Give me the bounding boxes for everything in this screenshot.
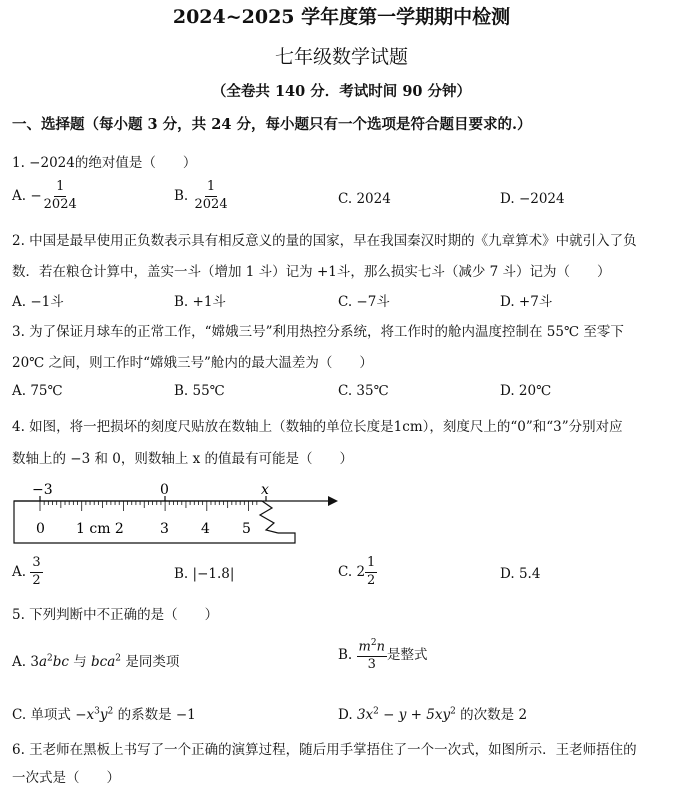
q5-option-a: A. $3a^2bc$ 与 bca$^2$ 是同类项 — [12, 653, 180, 670]
axis-label-x: x — [261, 482, 269, 498]
ruler-broken-edge — [260, 501, 278, 533]
axis-label-minus-3: −3 — [32, 482, 53, 498]
q4-option-c: C. 2 $\frac{1}{2}$ — [338, 555, 376, 588]
fraction: $\frac{1}{2}$ — [367, 555, 376, 588]
exam-subtitle: 七年级数学试题 — [274, 46, 408, 68]
question-3-line2: 20℃ 之间，则工作时“嫦娥三号”舱内的最大温差为（ ） — [12, 355, 373, 371]
ruler-label-4: 4 — [201, 521, 210, 537]
q1-expression: −2024 — [29, 155, 75, 171]
question-6-line1: 6. 王老师在黑板上书写了一个正确的演算过程，随后用手掌捂住了一个一次式，如图所示．王老师捂住的 — [12, 742, 637, 758]
q5-option-d: D. $3x^2 - y + 5xy^2$ 的次数是 2 — [338, 706, 528, 723]
q3-option-c: C. 35℃ — [338, 383, 389, 399]
q1-option-d: D. −2024 — [500, 191, 565, 207]
section-heading-choice: 一、选择题（每小题 3 分，共 24 分，每小题只有一个选项是符合题目要求的.） — [12, 116, 532, 133]
question-2-line1: 2. 中国是最早使用正负数表示具有相反意义的量的国家，早在我国秦汉时期的《九章算术》中就引入了负 — [12, 233, 637, 249]
question-6-line2: 一次式是（ ） — [12, 770, 120, 786]
fraction: $\frac{3}{2}$ — [32, 555, 41, 588]
q2-option-d: D. +7斗 — [500, 294, 553, 310]
ruler-ticks — [40, 501, 257, 511]
fraction: $\frac{m^2n}{3}$ — [358, 638, 385, 673]
q1-option-c: C. 2024 — [338, 191, 391, 207]
ruler-label-0: 0 — [36, 521, 45, 537]
question-2-line2: 数．若在粮仓计算中，盖实一斗（增加 1 斗）记为 +1斗，那么损实七斗（减少 7 斗）记为（ ） — [12, 264, 611, 280]
ruler-label-1cm-2: 1 cm 2 — [76, 521, 124, 537]
question-1: 1. −2024的绝对值是（ ） — [12, 155, 197, 171]
axis-label-zero: 0 — [160, 482, 169, 498]
axis-arrow-icon — [328, 496, 338, 506]
q1-option-b: B. $\frac{1}{2024}$ — [174, 179, 228, 212]
q3-option-a: A. 75℃ — [12, 383, 63, 399]
ruler-label-5: 5 — [242, 521, 251, 537]
ruler-number-line-figure — [10, 478, 340, 548]
fraction: $\frac{1}{2024}$ — [43, 179, 77, 212]
exam-title: 2024~2025 学年度第一学期期中检测 — [172, 6, 511, 28]
ruler-outline — [14, 501, 295, 543]
q3-option-b: B. 55℃ — [174, 383, 225, 399]
q2-option-a: A. −1斗 — [12, 294, 64, 310]
q4-option-d: D. 5.4 — [500, 566, 541, 582]
q5-option-c: C. 单项式 $-x^3y^2$ 的系数是 −1 — [12, 706, 196, 723]
q2-option-b: B. +1斗 — [174, 294, 226, 310]
ruler-label-3: 3 — [160, 521, 169, 537]
exam-note: （全卷共 140 分．考试时间 90 分钟） — [211, 83, 472, 100]
q3-option-d: D. 20℃ — [500, 383, 552, 399]
q4-option-a: A. $\frac{3}{2}$ — [12, 555, 41, 588]
question-5: 5. 下列判断中不正确的是（ ） — [12, 607, 219, 623]
question-4-line2: 数轴上的 −3 和 0，则数轴上 x 的值最有可能是（ ） — [12, 451, 354, 467]
q1-option-a: A. − $\frac{1}{2024}$ — [12, 179, 77, 212]
question-3-line1: 3. 为了保证月球车的正常工作，“嫦娥三号”利用热控分系统，将工作时的舱内温度控制在 55℃ 至零下 — [12, 324, 624, 340]
question-4-line1: 4. 如图，将一把损坏的刻度尺贴放在数轴上（数轴的单位长度是1cm），刻度尺上的“0”和“3”分别对应 — [12, 419, 623, 435]
q5-option-b: B. $\frac{m^2n}{3}$ 是整式 — [338, 638, 428, 673]
q4-option-b: B. |−1.8| — [174, 566, 235, 582]
q2-option-c: C. −7斗 — [338, 294, 390, 310]
fraction: $\frac{1}{2024}$ — [194, 179, 228, 212]
